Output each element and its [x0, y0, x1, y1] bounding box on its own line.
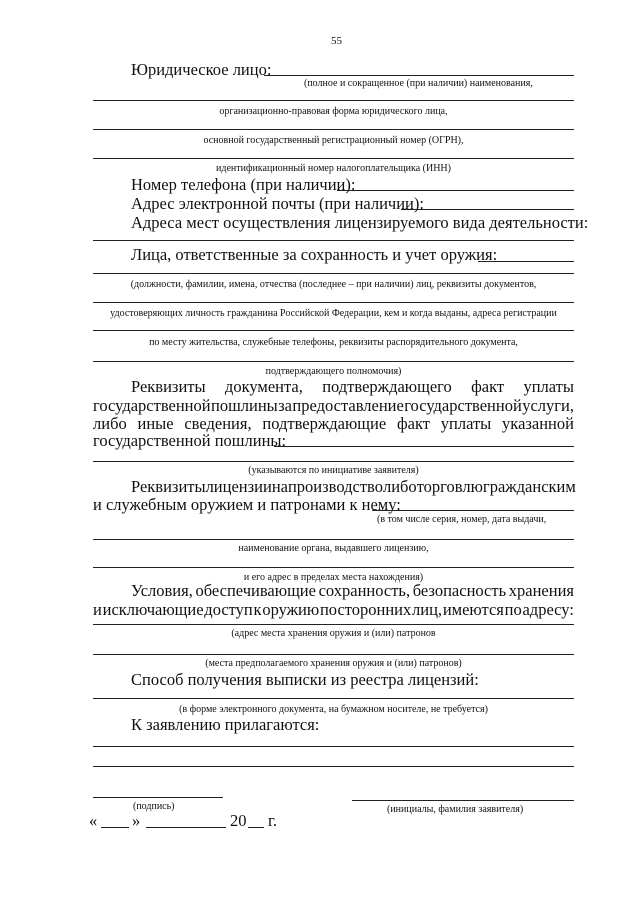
attachments-line-1[interactable] — [93, 746, 574, 747]
word: подтверждающие — [262, 414, 387, 433]
word: по — [504, 600, 522, 619]
addresses-label: Адреса мест осуществления лицензируемого вида деятельности: — [131, 213, 589, 232]
license-line-2[interactable] — [93, 539, 574, 540]
word: сведения, — [184, 414, 252, 433]
duty-line[interactable] — [274, 446, 574, 447]
word: предоставление — [292, 396, 404, 415]
legal-entity-hint-form: организационно-правовая форма юридического лица, — [219, 106, 448, 117]
conditions-hint-2: (места предполагаемого хранения оружия и (или) патронов) — [205, 658, 462, 669]
word: безопасность — [412, 581, 507, 600]
word: Реквизиты — [131, 477, 206, 496]
phone-label: Номер телефона (при наличии): — [131, 175, 356, 194]
word: уплаты — [440, 414, 492, 433]
applicant-name-hint: (инициалы, фамилия заявителя) — [387, 804, 524, 815]
legal-entity-hint-ogrn: основной государственный регистрационный номер (ОГРН), — [203, 135, 464, 146]
legal-entity-line-3[interactable] — [93, 129, 574, 130]
conditions-line-2[interactable] — [93, 654, 574, 655]
word: имеются — [442, 600, 504, 619]
word: на — [271, 477, 288, 496]
responsible-line-4[interactable] — [93, 330, 574, 331]
signature-hint: (подпись) — [133, 801, 175, 812]
legal-entity-hint-name: (полное и сокращенное (при наличии) наименования, — [304, 78, 533, 89]
date-year-line[interactable] — [248, 827, 264, 828]
word: оружию — [262, 600, 320, 619]
legal-entity-line-2[interactable] — [93, 100, 574, 101]
word: либо — [93, 414, 127, 433]
responsible-line-2[interactable] — [93, 273, 574, 274]
license-line-1 — [131, 478, 574, 496]
word: Реквизиты — [131, 377, 206, 396]
word: сохранность, — [318, 581, 411, 600]
license-line-2: и служебным оружием и патронами к нему: — [93, 495, 401, 514]
date-close-quote: » — [132, 811, 141, 830]
license-line-3[interactable] — [93, 567, 574, 568]
license-hint-1: (в том числе серия, номер, дата выдачи, — [377, 514, 547, 525]
word: государственной — [93, 396, 211, 415]
extract-label: Способ получения выписки из реестра лицензий: — [131, 670, 479, 689]
responsible-line-5[interactable] — [93, 361, 574, 362]
word: и — [93, 600, 102, 619]
responsible-label: Лица, ответственные за сохранность и учет оружия: — [131, 245, 498, 264]
word: Условия, — [131, 581, 193, 600]
word: уплаты — [523, 377, 574, 396]
word: факт — [396, 414, 430, 433]
word: торговлю — [416, 477, 483, 496]
date-month-line[interactable] — [146, 827, 226, 828]
responsible-hint-3: по месту жительства, служебные телефоны, реквизиты распорядительного документа, — [149, 337, 518, 348]
word: пошлины — [211, 396, 278, 415]
applicant-name-line[interactable] — [352, 800, 574, 801]
attachments-line-2[interactable] — [93, 766, 574, 767]
word: посторонних — [319, 600, 412, 619]
responsible-line[interactable] — [478, 261, 574, 262]
page-number: 55 — [331, 35, 342, 47]
word: за — [278, 396, 292, 415]
word: обеспечивающие — [195, 581, 316, 600]
responsible-line-3[interactable] — [93, 302, 574, 303]
date-day-line[interactable] — [101, 827, 129, 828]
word: либо — [382, 477, 417, 496]
word: к — [253, 600, 262, 619]
word: государственной — [404, 396, 522, 415]
conditions-hint-1: (адрес места хранения оружия и (или) патронов — [231, 628, 436, 639]
word: доступ — [204, 600, 253, 619]
extract-hint: (в форме электронного документа, на бумажном носителе, не требуется) — [179, 704, 488, 715]
date-open-quote: « — [89, 811, 98, 830]
legal-entity-line[interactable] — [264, 75, 574, 76]
responsible-hint-2: удостоверяющих личность гражданина Российской Федерации, кем и когда выданы, адреса регистрации — [110, 308, 557, 319]
legal-entity-label: Юридическое лицо: — [131, 60, 272, 79]
responsible-hint-4: подтверждающего полномочия) — [265, 366, 402, 377]
word: гражданским — [482, 477, 576, 496]
word: лиц, — [412, 600, 443, 619]
date-year-suffix: г. — [268, 811, 278, 830]
word: адресу: — [522, 600, 574, 619]
legal-entity-hint-inn: идентификационный номер налогоплательщика (ИНН) — [216, 163, 451, 174]
email-label: Адрес электронной почты (при наличии): — [131, 194, 424, 213]
duty-line-1 — [131, 378, 574, 396]
license-hint-2: наименование органа, выдавшего лицензию, — [238, 543, 429, 554]
phone-line[interactable] — [337, 190, 574, 191]
duty-hint: (указываются по инициативе заявителя) — [248, 465, 419, 476]
addresses-line[interactable] — [93, 240, 574, 241]
word: иные — [137, 414, 174, 433]
word: документа, — [224, 377, 303, 396]
word: хранения — [508, 581, 574, 600]
word: лицензии — [205, 477, 272, 496]
signature-line[interactable] — [93, 797, 223, 798]
word: факт — [471, 377, 505, 396]
date-year-prefix: 20 — [230, 811, 247, 830]
duty-line-4: государственной пошлины: — [93, 431, 287, 450]
word: подтверждающего — [322, 377, 452, 396]
conditions-line[interactable] — [93, 624, 574, 625]
legal-entity-line-4[interactable] — [93, 158, 574, 159]
word: указанной — [502, 414, 574, 433]
license-hint-3: и его адрес в пределах места нахождения) — [243, 572, 424, 583]
email-line[interactable] — [401, 209, 574, 210]
conditions-line-1 — [131, 582, 574, 600]
extract-line[interactable] — [93, 698, 574, 699]
word: производство — [287, 477, 383, 496]
license-line[interactable] — [372, 510, 574, 511]
word: услуги, — [522, 396, 574, 415]
conditions-line-2 — [93, 601, 574, 619]
responsible-hint-1: (должности, фамилии, имена, отчества (последнее – при наличии) лиц, реквизиты документов, — [130, 279, 537, 290]
attachments-label: К заявлению прилагаются: — [131, 715, 320, 734]
duty-line-2 — [93, 397, 574, 415]
duty-line-2[interactable] — [93, 461, 574, 462]
word: исключающие — [102, 600, 204, 619]
